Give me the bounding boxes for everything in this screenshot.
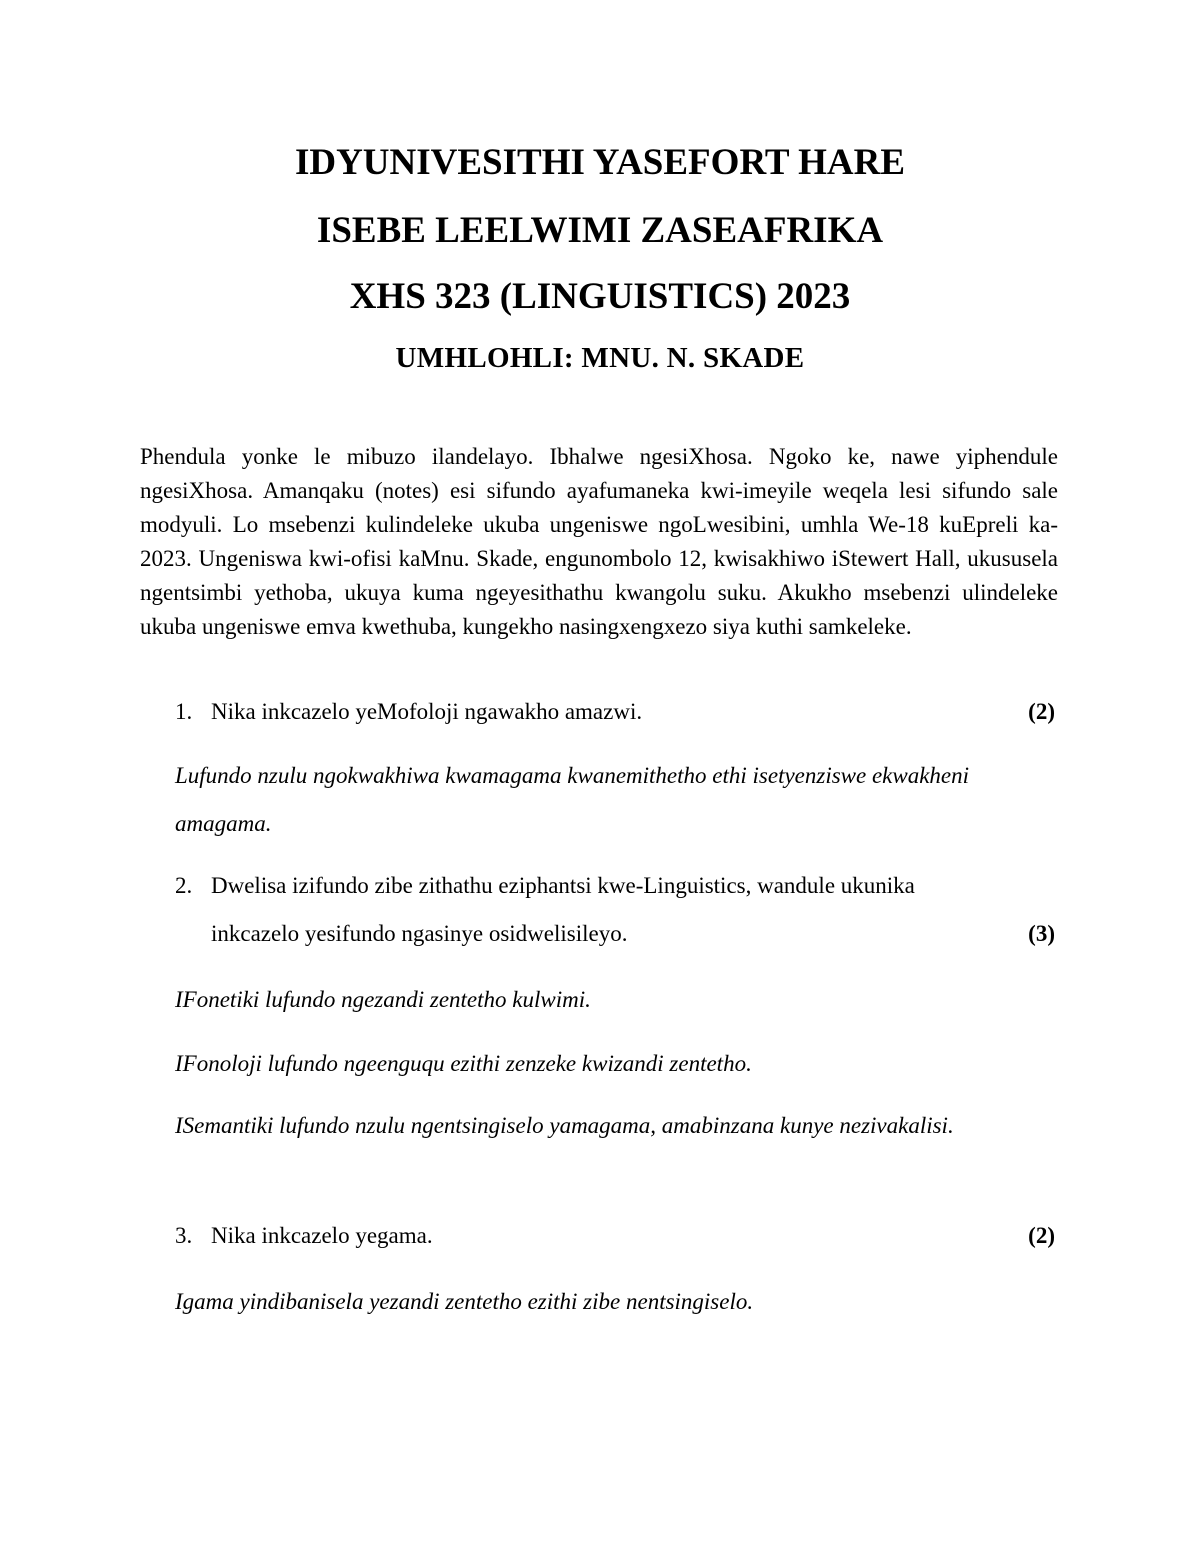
question-2 — [175, 862, 1055, 958]
answer-2-phonology: IFonoloji lufundo ngeenguqu ezithi zenzeke kwizandi zentetho. — [175, 1051, 752, 1076]
answer-2-phonetics: IFonetiki lufundo ngezandi zentetho kulwimi. — [175, 987, 591, 1012]
instructions-paragraph: Phendula yonke le mibuzo ilandelayo. Ibhalwe ngesiXhosa. Ngoko ke, nawe yiphendule ngesiXhosa. Amanqaku (notes) esi sifundo ayafumaneka kwi-imeyile weqela lesi sifundo sale modyuli. Lo msebenzi kulindeleke ukuba ungeniswe ngoLwesibini, umhla We-18 kuEpreli ka-2023. Ungeniswa kwi-ofisi kaMnu. Skade, engunombolo 12, kwisakhiwo iStewert Hall, ukususela ngentsimbi yethoba, ukuya kuma ngeyesithathu kwangolu suku. Akukho msebenzi ulindeleke ukuba ungeniswe emva kwethuba, kungekho nasingxengxezo siya kuthi samkeleke. — [140, 444, 1058, 639]
question-1 — [175, 688, 1055, 736]
question-text: Nika inkcazelo yegama. — [211, 1223, 433, 1248]
answer-1: Lufundo nzulu ngokwakhiwa kwamagama kwanemithetho ethi isetyenziswe ekwakheni amagama. — [175, 763, 970, 836]
question-text: Dwelisa izifundo zibe zithathu eziphantsi kwe-Linguistics, wandule ukunika inkcazelo yesifundo ngasinye osidwelisileyo. — [211, 873, 915, 946]
question-number: 2. — [175, 873, 193, 898]
question-3 — [175, 1212, 1055, 1260]
department-title: ISEBE LEELWIMI ZASEAFRIKA — [316, 210, 884, 251]
question-number: 3. — [175, 1223, 193, 1248]
question-number: 1. — [175, 699, 193, 724]
answer-3: Igama yindibanisela yezandi zentetho ezithi zibe nentsingiselo. — [175, 1289, 754, 1314]
question-marks: (2) — [1028, 699, 1055, 724]
question-marks: (3) — [1028, 921, 1055, 946]
question-text: Nika inkcazelo yeMofoloji ngawakho amazwi. — [211, 699, 643, 724]
university-title: IDYUNIVESITHI YASEFORT HARE — [294, 142, 906, 183]
question-marks: (2) — [1028, 1223, 1055, 1248]
answer-2-semantics: ISemantiki lufundo nzulu ngentsingiselo yamagama, amabinzana kunye nezivakalisi. — [175, 1113, 954, 1138]
lecturer-title: UMHLOHLI: MNU. N. SKADE — [395, 342, 805, 374]
course-title: XHS 323 (LINGUISTICS) 2023 — [349, 276, 851, 317]
